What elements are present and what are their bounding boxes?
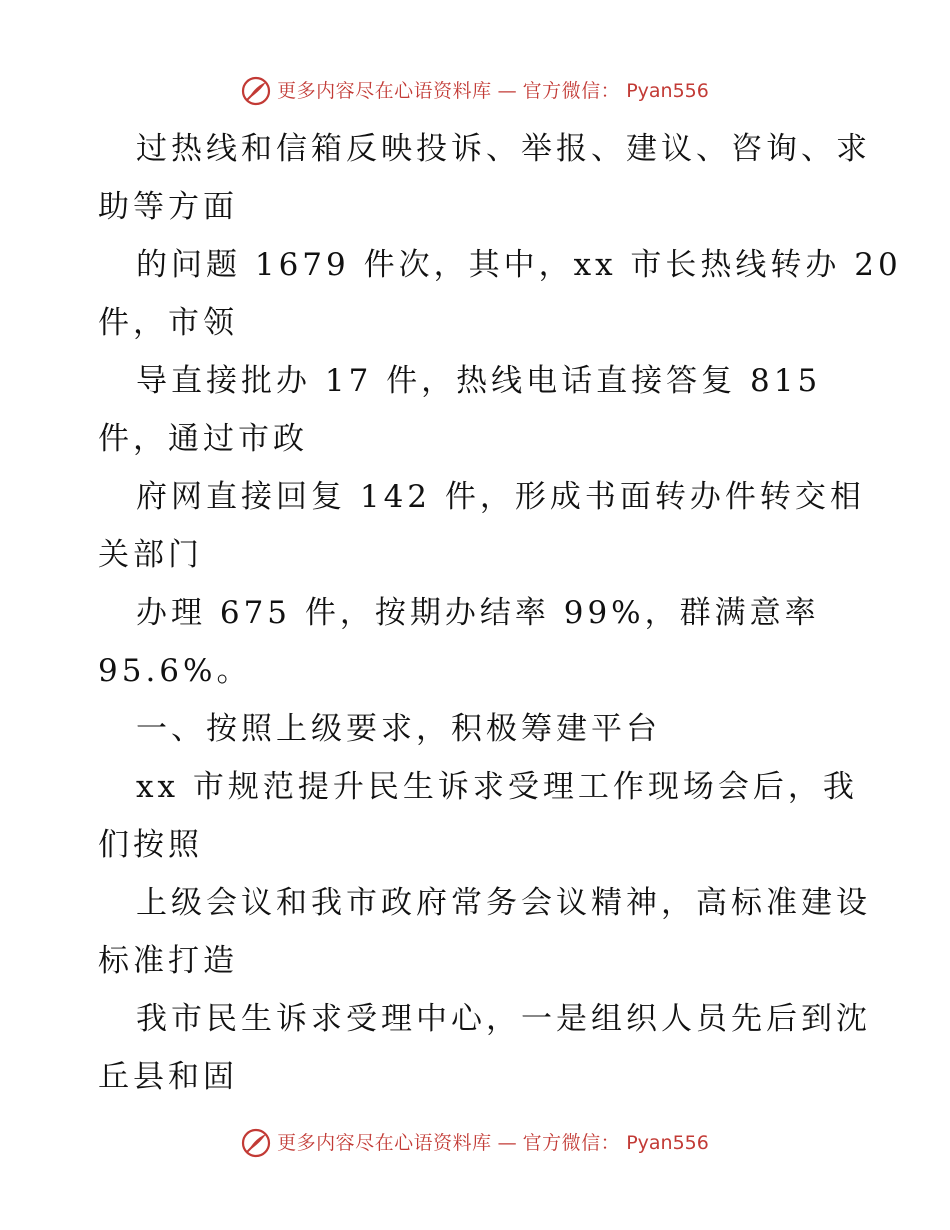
header-banner — [0, 76, 950, 106]
footer-brand-text: 更多内容尽在心语资料库 — [277, 1132, 492, 1154]
body-line: 过热线和信箱反映投诉、举报、建议、咨询、求 — [136, 131, 871, 167]
body-line: 导直接批办 17 件，热线电话直接答复 815 — [136, 363, 822, 399]
body-line: 办理 675 件，按期办结率 99%，群满意率 — [136, 595, 820, 631]
footer-banner — [0, 1128, 950, 1158]
body-line: xx 市规范提升民生诉求受理工作现场会后，我 — [136, 769, 858, 805]
feather-pen-logo-icon — [241, 1128, 271, 1158]
body-line: 丘县和固 — [98, 1059, 238, 1095]
feather-pen-logo-icon — [241, 76, 271, 106]
body-line: 件，通过市政 — [98, 421, 308, 457]
body-line: 我市民生诉求受理中心，一是组织人员先后到沈 — [136, 1001, 871, 1037]
body-line: 府网直接回复 142 件，形成书面转办件转交相 — [136, 479, 865, 515]
body-line: 们按照 — [98, 827, 203, 863]
body-line: 助等方面 — [98, 189, 238, 225]
body-line: 件，市领 — [98, 305, 238, 341]
section-heading: 一、按照上级要求，积极筹建平台 — [136, 711, 661, 747]
header-brand-text: 更多内容尽在心语资料库 — [277, 80, 492, 102]
body-line: 上级会议和我市政府常务会议精神，高标准建设 — [136, 885, 871, 921]
footer-wechat-label: 官方微信： — [522, 1132, 621, 1154]
header-wechat-label: 官方微信： — [522, 80, 621, 102]
document-body — [98, 120, 902, 1106]
header-dash: — — [497, 80, 517, 102]
footer-wechat-id: Pyan556 — [626, 1132, 709, 1154]
header-wechat-id: Pyan556 — [626, 80, 709, 102]
body-line: 关部门 — [98, 537, 203, 573]
body-line: 的问题 1679 件次，其中，xx 市长热线转办 20 — [136, 247, 902, 283]
footer-dash: — — [497, 1132, 517, 1154]
body-line: 95.6%。 — [98, 653, 252, 689]
body-line: 标准打造 — [98, 943, 238, 979]
